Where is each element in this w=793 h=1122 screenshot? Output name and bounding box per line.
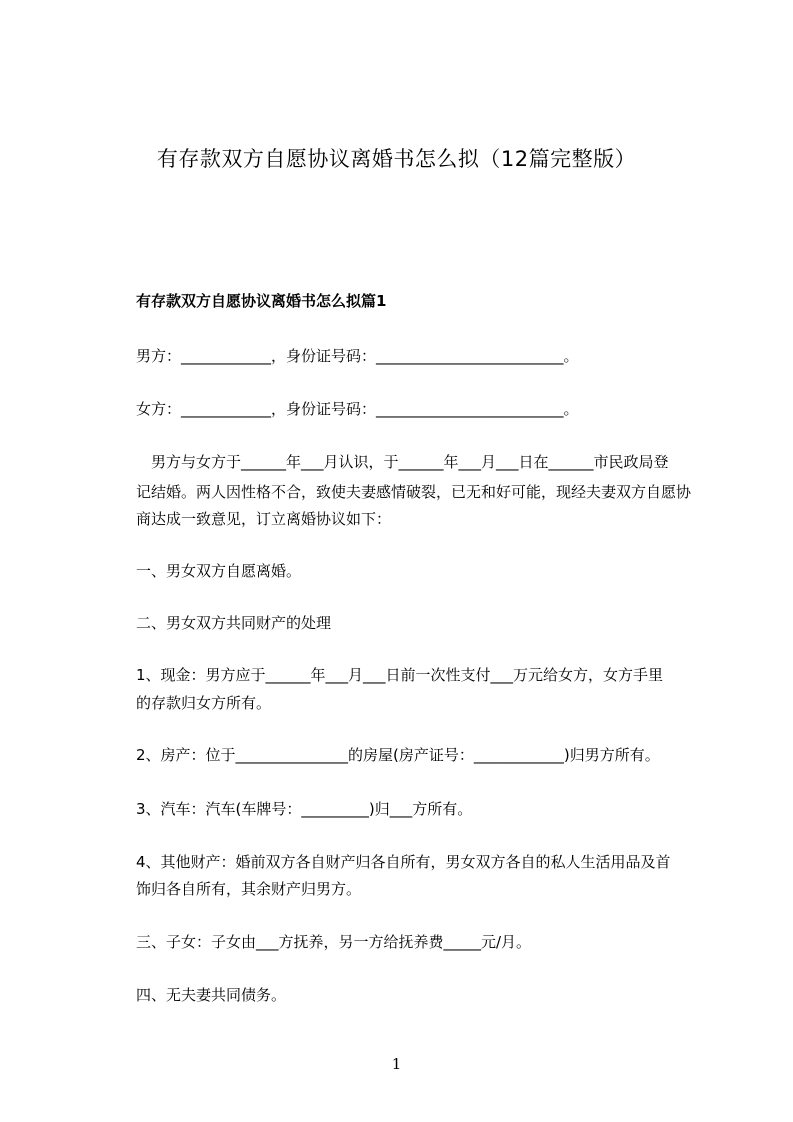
intro-paragraph-line-1: 男方与女方于______年___月认识，于______年___月___日在______市民政局登 <box>136 453 669 471</box>
page-number: 1 <box>391 1055 402 1073</box>
document-title: 有存款双方自愿协议离婚书怎么拟（12篇完整版） <box>156 147 637 171</box>
clause-3: 三、子女：子女由___方抚养，另一方给抚养费_____元/月。 <box>136 933 532 951</box>
section-heading: 有存款双方自愿协议离婚书怎么拟篇1 <box>136 292 387 310</box>
cash-item-line-2: 的存款归女方所有。 <box>136 694 272 712</box>
car-item: 3、汽车：汽车(车牌号：_________)归___方所有。 <box>136 800 473 818</box>
clause-4: 四、无夫妻共同债务。 <box>136 986 287 1004</box>
other-property-line-2: 饰归各自所有，其余财产归男方。 <box>136 880 362 898</box>
female-party-line: 女方：____________，身份证号码：_________________________。 <box>136 400 579 418</box>
intro-paragraph-line-3: 商达成一致意见，订立离婚协议如下： <box>136 510 392 528</box>
clause-2: 二、男女双方共同财产的处理 <box>136 614 332 632</box>
other-property-line-1: 4、其他财产：婚前双方各自财产归各自所有，男女双方各自的私人生活用品及首 <box>136 853 671 871</box>
male-party-line: 男方：____________，身份证号码：_________________________。 <box>136 347 579 365</box>
intro-paragraph-line-2: 记结婚。两人因性格不合，致使夫妻感情破裂，已无和好可能，现经夫妻双方自愿协 <box>136 483 692 501</box>
clause-1: 一、男女双方自愿离婚。 <box>136 562 302 580</box>
house-item: 2、房产：位于_______________的房屋(房产证号：____________)归男方所有。 <box>136 746 660 764</box>
cash-item-line-1: 1、现金：男方应于______年___月___日前一次性支付___万元给女方，女方手里 <box>136 666 664 684</box>
